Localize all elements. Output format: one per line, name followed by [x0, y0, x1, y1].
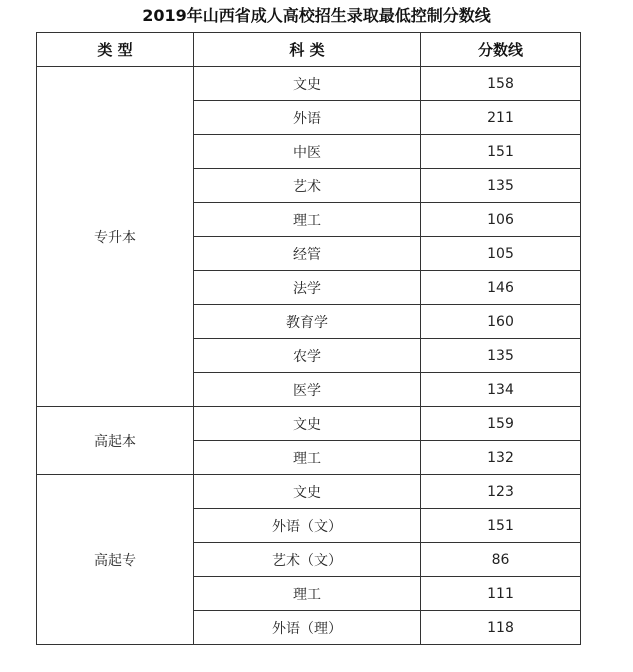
- score-cell: 160: [421, 305, 581, 339]
- subject-cell: 中医: [194, 135, 421, 169]
- subject-cell: 理工: [194, 577, 421, 611]
- subject-cell: 教育学: [194, 305, 421, 339]
- score-cell: 132: [421, 441, 581, 475]
- table-row: [37, 475, 581, 509]
- score-cell: 118: [421, 611, 581, 645]
- subject-cell: 经管: [194, 237, 421, 271]
- score-cell: 134: [421, 373, 581, 407]
- subject-cell: 理工: [194, 441, 421, 475]
- score-cell: 151: [421, 135, 581, 169]
- score-cell: 151: [421, 509, 581, 543]
- type-cell: 高起本: [37, 407, 194, 475]
- subject-cell: 艺术（文）: [194, 543, 421, 577]
- subject-cell: 医学: [194, 373, 421, 407]
- score-cell: 146: [421, 271, 581, 305]
- subject-cell: 法学: [194, 271, 421, 305]
- header-type: 类 型: [37, 33, 194, 67]
- subject-cell: 文史: [194, 475, 421, 509]
- score-cell: 123: [421, 475, 581, 509]
- subject-cell: 理工: [194, 203, 421, 237]
- type-cell: 高起专: [37, 475, 194, 645]
- table-body: [37, 67, 581, 645]
- score-cell: 211: [421, 101, 581, 135]
- score-table: [36, 32, 581, 645]
- subject-cell: 农学: [194, 339, 421, 373]
- score-cell: 86: [421, 543, 581, 577]
- score-cell: 106: [421, 203, 581, 237]
- header-subject: 科 类: [194, 33, 421, 67]
- score-cell: 111: [421, 577, 581, 611]
- score-cell: 158: [421, 67, 581, 101]
- subject-cell: 外语（文）: [194, 509, 421, 543]
- table-row: [37, 67, 581, 101]
- subject-cell: 艺术: [194, 169, 421, 203]
- page-title: 2019年山西省成人高校招生录取最低控制分数线: [142, 6, 491, 25]
- score-cell: 135: [421, 169, 581, 203]
- score-cell: 159: [421, 407, 581, 441]
- table-header-row: [37, 33, 581, 67]
- subject-cell: 文史: [194, 407, 421, 441]
- header-score: 分数线: [421, 33, 581, 67]
- score-cell: 105: [421, 237, 581, 271]
- subject-cell: 文史: [194, 67, 421, 101]
- table-row: [37, 407, 581, 441]
- subject-cell: 外语（理）: [194, 611, 421, 645]
- score-cell: 135: [421, 339, 581, 373]
- type-cell: 专升本: [37, 67, 194, 407]
- subject-cell: 外语: [194, 101, 421, 135]
